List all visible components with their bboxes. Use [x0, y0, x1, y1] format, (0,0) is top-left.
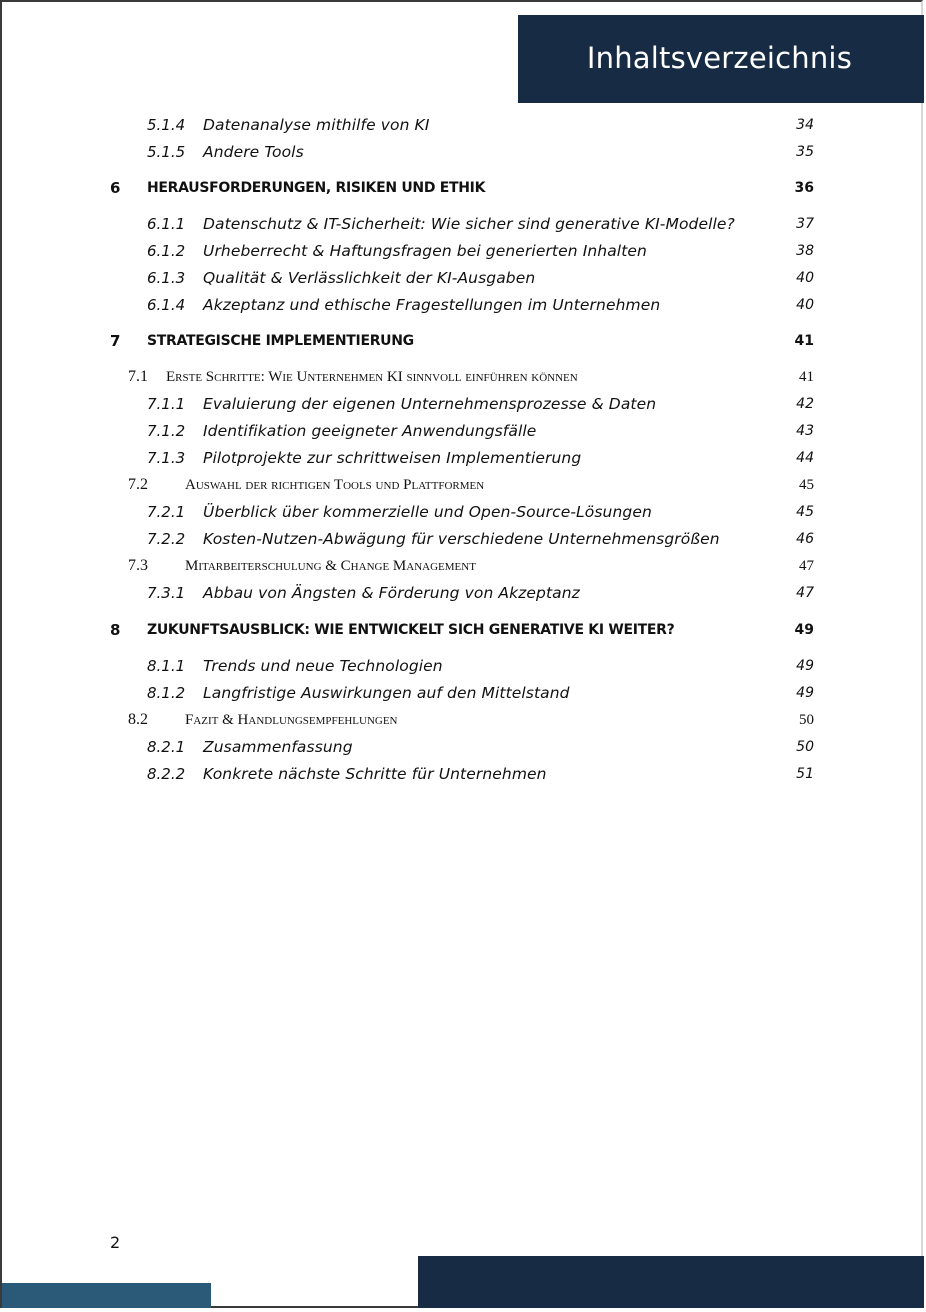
toc-entry[interactable]: [0, 582, 926, 604]
toc-entry-title: Akzeptanz und ethische Fragestellungen im Unternehmen: [203, 296, 661, 314]
toc-entry-number: 7.1.2: [147, 422, 186, 440]
toc-entry-number: 8.1.2: [147, 684, 186, 702]
toc-entry-title: Abbau von Ängsten & Förderung von Akzeptanz: [203, 584, 580, 602]
toc-section-page: 47: [799, 558, 814, 574]
toc-section[interactable]: [0, 555, 926, 577]
page-title: Inhaltsverzeichnis: [586, 41, 852, 75]
toc-section[interactable]: [0, 366, 926, 388]
toc-entry-page: 49: [796, 685, 814, 701]
toc-entry-number: 6.1.1: [147, 215, 186, 233]
toc-entry-page: 35: [796, 144, 814, 160]
toc-section[interactable]: [0, 709, 926, 731]
toc-chapter-title: HERAUSFORDERUNGEN, RISIKEN UND ETHIK: [147, 180, 486, 196]
toc-entry-page: 49: [796, 658, 814, 674]
toc-chapter-title: STRATEGISCHE IMPLEMENTIERUNG: [147, 333, 414, 349]
toc-entry[interactable]: [0, 294, 926, 316]
toc-entry[interactable]: [0, 447, 926, 469]
toc-section-number: 8.2: [128, 711, 148, 728]
toc-entry-number: 7.1.1: [147, 395, 186, 413]
toc-entry-page: 46: [796, 531, 814, 547]
toc-section-title: Auswahl der richtigen Tools und Plattformen: [185, 477, 485, 493]
toc-section[interactable]: [0, 474, 926, 496]
toc-entry-number: 6.1.2: [147, 242, 186, 260]
toc-section-page: 50: [799, 712, 814, 728]
toc-entry-number: 8.2.1: [147, 738, 186, 756]
toc-entry[interactable]: [0, 528, 926, 550]
toc-entry-number: 7.3.1: [147, 584, 186, 602]
toc-entry-title: Qualität & Verlässlichkeit der KI-Ausgaben: [203, 269, 536, 287]
toc-entry-page: 44: [796, 450, 814, 466]
toc-entry-number: 5.1.5: [147, 143, 186, 161]
toc-entry[interactable]: [0, 114, 926, 136]
toc-entry-title: Urheberrecht & Haftungsfragen bei generierten Inhalten: [203, 242, 647, 260]
toc-section-number: 7.1: [128, 368, 148, 385]
toc-entry-page: 50: [796, 739, 814, 755]
toc-chapter-number: 8: [110, 621, 121, 639]
toc-section-number: 7.2: [128, 476, 148, 493]
toc-entry-title: Zusammenfassung: [203, 738, 353, 756]
toc-section-title: Erste Schritte: Wie Unternehmen KI sinnvoll einführen können: [166, 369, 578, 385]
toc-entry-title: Pilotprojekte zur schrittweisen Implementierung: [203, 449, 582, 467]
toc-entry-number: 7.1.3: [147, 449, 186, 467]
toc-chapter-page: 49: [794, 622, 814, 638]
toc-chapter[interactable]: [0, 619, 926, 641]
toc-entry[interactable]: [0, 420, 926, 442]
toc-chapter-page: 36: [794, 180, 814, 196]
toc-entry-page: 40: [796, 297, 814, 313]
toc-entry-title: Datenanalyse mithilfe von KI: [203, 116, 430, 134]
toc-entry[interactable]: [0, 213, 926, 235]
toc-entry-number: 5.1.4: [147, 116, 186, 134]
toc-chapter-number: 7: [110, 332, 121, 350]
toc-entry[interactable]: [0, 267, 926, 289]
toc-entry-page: 43: [796, 423, 814, 439]
toc-entry-number: 8.2.2: [147, 765, 186, 783]
toc-entry[interactable]: [0, 501, 926, 523]
toc-entry-page: 37: [796, 216, 814, 232]
toc-entry-title: Langfristige Auswirkungen auf den Mittelstand: [203, 684, 570, 702]
toc-entry-number: 7.2.2: [147, 530, 186, 548]
toc-entry-title: Konkrete nächste Schritte für Unternehmen: [203, 765, 547, 783]
toc-entry[interactable]: [0, 763, 926, 785]
footer-accent-bar: [2, 1283, 211, 1308]
toc-entry-page: 51: [796, 766, 814, 782]
toc-entry-page: 45: [796, 504, 814, 520]
toc-section-page: 45: [799, 477, 814, 493]
toc-entry-page: 38: [796, 243, 814, 259]
toc-entry-page: 42: [796, 396, 814, 412]
toc-entry-number: 6.1.4: [147, 296, 186, 314]
toc-entry[interactable]: [0, 240, 926, 262]
toc-entry-page: 40: [796, 270, 814, 286]
toc-entry-title: Datenschutz & IT-Sicherheit: Wie sicher sind generative KI-Modelle?: [203, 215, 735, 233]
toc-chapter[interactable]: [0, 330, 926, 352]
toc-entry-title: Trends und neue Technologien: [203, 657, 443, 675]
toc-entry-title: Kosten-Nutzen-Abwägung für verschiedene Unternehmensgrößen: [203, 530, 720, 548]
toc-entry-page: 34: [796, 117, 814, 133]
toc-entry[interactable]: [0, 655, 926, 677]
toc-entry-page: 47: [796, 585, 814, 601]
toc-entry[interactable]: [0, 393, 926, 415]
toc-entry-title: Evaluierung der eigenen Unternehmensprozesse & Daten: [203, 395, 657, 413]
footer-band: [418, 1256, 924, 1308]
toc-entry-number: 6.1.3: [147, 269, 186, 287]
toc-chapter-page: 41: [794, 333, 814, 349]
toc-section-number: 7.3: [128, 557, 148, 574]
toc-entry[interactable]: [0, 736, 926, 758]
toc-entry-title: Überblick über kommerzielle und Open-Source-Lösungen: [203, 503, 652, 521]
toc-entry-title: Identifikation geeigneter Anwendungsfälle: [203, 422, 537, 440]
toc-section-title: Mitarbeiterschulung & Change Management: [185, 558, 476, 574]
toc-chapter-number: 6: [110, 179, 121, 197]
toc-entry-number: 8.1.1: [147, 657, 186, 675]
toc-section-page: 41: [799, 369, 814, 385]
toc-entry[interactable]: [0, 141, 926, 163]
toc-section-title: Fazit & Handlungsempfehlungen: [185, 712, 398, 728]
toc-entry-title: Andere Tools: [203, 143, 304, 161]
toc-chapter[interactable]: [0, 177, 926, 199]
toc-chapter-title: ZUKUNFTSAUSBLICK: WIE ENTWICKELT SICH GENERATIVE KI WEITER?: [147, 622, 675, 638]
toc-entry-number: 7.2.1: [147, 503, 186, 521]
toc-entry[interactable]: [0, 682, 926, 704]
page-number: 2: [110, 1233, 121, 1252]
